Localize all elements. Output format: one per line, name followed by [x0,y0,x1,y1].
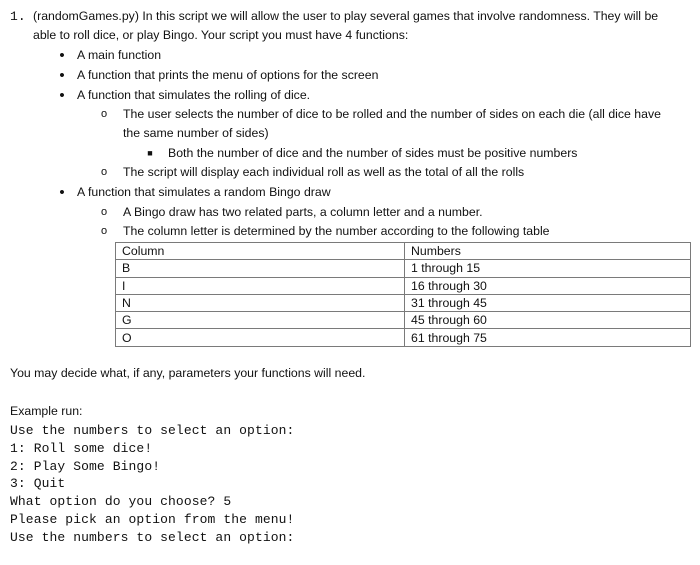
bullet-dot-icon: • [59,184,65,201]
table-cell-letter: I [116,277,405,294]
example-output-line: Use the numbers to select an option: [10,423,295,438]
bullet-dot-icon: • [59,47,65,64]
table-header-row [116,243,691,260]
table-cell-range: 31 through 45 [405,294,691,311]
question-number: 1. [10,9,26,24]
table-cell-range: 45 through 60 [405,312,691,329]
table-cell-range: 1 through 15 [405,260,691,277]
function-item-main: A main function [77,48,162,62]
bullet-circle-icon: o [100,206,108,218]
table-cell-range: 16 through 30 [405,277,691,294]
example-output-line: Use the numbers to select an option: [10,530,295,545]
table-cell-range: 61 through 75 [405,329,691,346]
table-row [116,312,691,329]
table-cell-letter: B [116,260,405,277]
table-row [116,277,691,294]
bullet-circle-icon: o [100,166,108,178]
bingo-sub-item-2: The column letter is determined by the number according to the following table [123,224,550,238]
intro-text-line-2: able to roll dice, or play Bingo. Your script you must have 4 functions: [33,28,409,42]
example-output-line: Please pick an option from the menu! [10,512,295,527]
table-cell-letter: N [116,294,405,311]
bingo-table [115,242,691,347]
example-output-line: 3: Quit [10,476,66,491]
bullet-circle-icon: o [100,108,108,120]
bullet-circle-icon: o [100,225,108,237]
dice-sub-item-2: The script will display each individual roll as well as the total of all the rolls [123,165,525,179]
dice-sub-sub-item: Both the number of dice and the number of sides must be positive numbers [168,146,578,160]
table-cell-letter: O [116,329,405,346]
table-cell-letter: G [116,312,405,329]
dice-sub-item-1-line-1: The user selects the number of dice to be rolled and the number of sides on each die (all dice have [123,107,661,121]
dice-sub-item-1-line-2: the same number of sides) [123,126,269,140]
table-header-column: Column [116,243,405,260]
function-item-menu: A function that prints the menu of options for the screen [77,68,379,82]
parameters-note: You may decide what, if any, parameters your functions will need. [10,366,366,380]
function-item-bingo: A function that simulates a random Bingo draw [77,185,331,199]
example-output-line: 1: Roll some dice! [10,441,153,456]
function-item-dice: A function that simulates the rolling of dice. [77,88,311,102]
example-run-label: Example run: [10,404,83,418]
bullet-dot-icon: • [59,87,65,104]
table-row [116,329,691,346]
bullet-square-icon: ■ [147,148,153,158]
table-row [116,260,691,277]
intro-text-line-1: (randomGames.py) In this script we will allow the user to play several games that involve randomness. They will be [33,9,659,23]
example-output-line: 2: Play Some Bingo! [10,459,161,474]
bullet-dot-icon: • [59,67,65,84]
table-header-numbers: Numbers [405,243,691,260]
table-row [116,294,691,311]
example-output-line: What option do you choose? 5 [10,494,232,509]
bingo-sub-item-1: A Bingo draw has two related parts, a column letter and a number. [123,205,483,219]
